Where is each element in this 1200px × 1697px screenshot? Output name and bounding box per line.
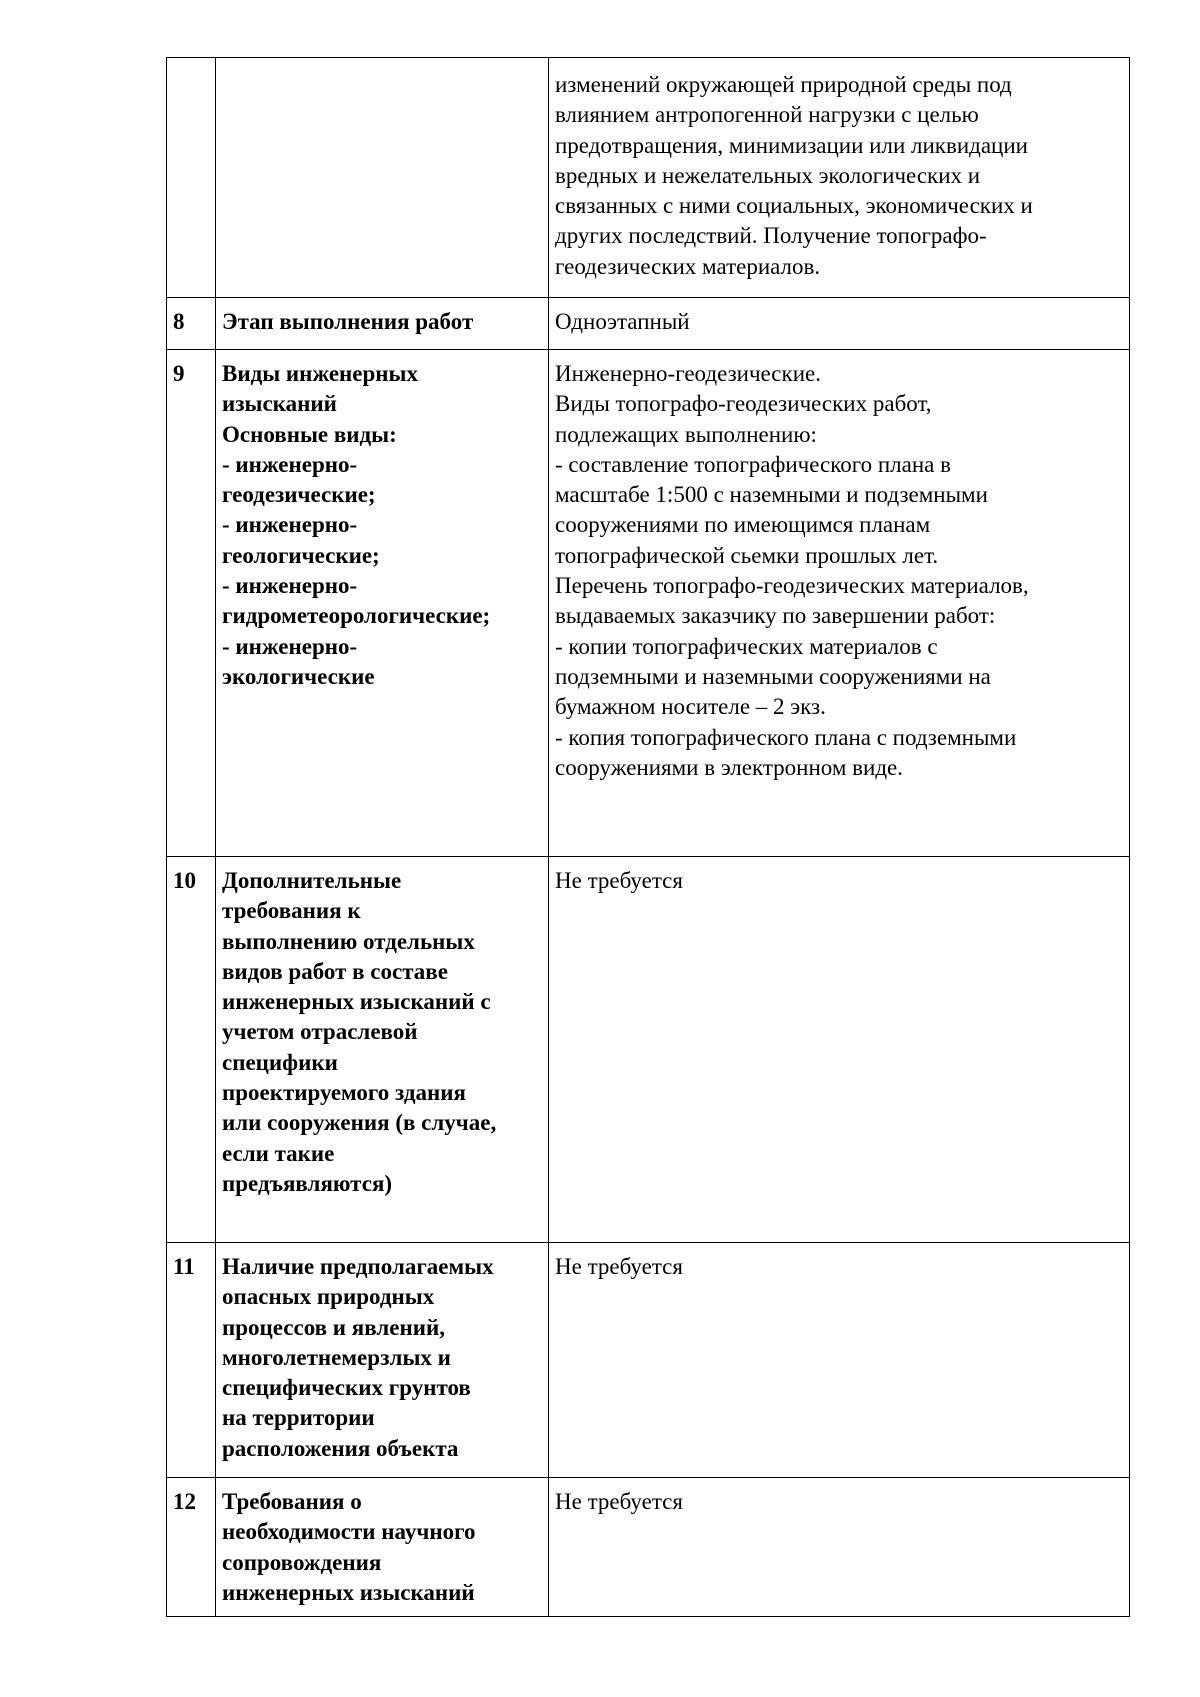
parameter-line: сопровождения	[222, 1549, 382, 1575]
value-line: вредных и нежелательных экологических и	[555, 162, 981, 188]
parameter-line: Требования о	[222, 1489, 362, 1514]
value-line: сооружениями по имеющимся планам	[555, 512, 931, 538]
row-value-cell	[549, 298, 1130, 350]
parameter-line: расположения объекта	[222, 1435, 459, 1461]
parameter-line: гидрометеорологические;	[222, 603, 491, 629]
parameter-line: на территории	[222, 1405, 375, 1431]
value-line: предотвращения, минимизации или ликвидации	[555, 132, 1028, 158]
parameter-line: - инженерно-	[222, 573, 358, 599]
parameter-line: предъявляются)	[222, 1170, 393, 1196]
value-line: Не требуется	[555, 868, 683, 893]
parameter-line: выполнению отдельных	[222, 928, 475, 954]
parameter-line: инженерных изысканий	[222, 1579, 475, 1605]
value-line: сооружениями в электронном виде.	[555, 754, 903, 780]
parameter-line: Этап выполнения работ	[222, 309, 474, 334]
value-line: подлежащих выполнению:	[555, 421, 817, 447]
row-parameter-cell	[216, 1243, 549, 1478]
row-value-cell	[549, 1243, 1130, 1478]
parameter-line: специфики	[222, 1049, 338, 1075]
parameter-line: видов работ в составе	[222, 958, 448, 984]
parameter-line: Основные виды:	[222, 421, 397, 447]
table-row-9	[167, 350, 1130, 857]
parameter-line: необходимости научного	[222, 1519, 476, 1545]
table-row-10	[167, 857, 1130, 1243]
row-number-cell: 9	[167, 350, 216, 857]
row-parameter-cell	[216, 857, 549, 1243]
row-parameter-cell	[216, 58, 549, 298]
value-line: - копии топографических материалов с	[555, 633, 938, 659]
parameter-line: многолетнемерзлых и	[222, 1344, 451, 1370]
value-line: геодезических материалов.	[555, 253, 821, 279]
parameter-line: инженерных изысканий с	[222, 989, 491, 1015]
parameter-line: экологические	[222, 663, 375, 689]
row-parameter-cell	[216, 350, 549, 857]
value-line: других последствий. Получение топографо-	[555, 223, 987, 249]
table-row-8	[167, 298, 1130, 350]
value-line: влиянием антропогенной нагрузки с целью	[555, 102, 979, 128]
value-line: изменений окружающей природной среды под	[555, 72, 1012, 97]
value-line: Не требуется	[555, 1254, 683, 1279]
value-line: выдаваемых заказчику по завершении работ:	[555, 603, 996, 629]
parameter-line: - инженерно-	[222, 451, 358, 477]
parameter-line: Виды инженерных	[222, 361, 418, 386]
value-line: Виды топографо-геодезических работ,	[555, 391, 932, 417]
value-line: Не требуется	[555, 1489, 683, 1514]
value-line: Инженерно-геодезические.	[555, 361, 821, 386]
parameter-line: процессов и явлений,	[222, 1314, 445, 1340]
row-value-cell	[549, 350, 1130, 857]
row-number-cell: 8	[167, 298, 216, 350]
parameter-line: геодезические;	[222, 482, 376, 508]
row-number-cell: 12	[167, 1478, 216, 1617]
row-value-cell	[549, 1478, 1130, 1617]
table-row-11	[167, 1243, 1130, 1478]
value-line: Перечень топографо-геодезических материалов,	[555, 573, 1029, 599]
parameter-line: изысканий	[222, 391, 337, 417]
row-value-cell	[549, 58, 1130, 298]
table-row-continuation	[167, 58, 1130, 298]
row-parameter-cell	[216, 1478, 549, 1617]
value-line: топографической сьемки прошлых лет.	[555, 542, 939, 568]
value-line: - копия топографического плана с подземными	[555, 724, 1017, 750]
row-number-cell: 11	[167, 1243, 216, 1478]
parameter-line: - инженерно-	[222, 633, 358, 659]
parameter-line: проектируемого здания	[222, 1080, 466, 1106]
parameter-line: геологические;	[222, 542, 380, 568]
parameter-line: учетом отраслевой	[222, 1019, 418, 1045]
value-line: масштабе 1:500 с наземными и подземными	[555, 482, 988, 508]
requirements-table-body	[167, 58, 1130, 1617]
parameter-line: Наличие предполагаемых	[222, 1254, 494, 1279]
value-line: связанных с ними социальных, экономических и	[555, 193, 1033, 219]
value-line: Одноэтапный	[555, 309, 690, 334]
parameter-line: - инженерно-	[222, 512, 358, 538]
value-line: подземными и наземными сооружениями на	[555, 663, 991, 689]
parameter-line: или сооружения (в случае,	[222, 1110, 497, 1136]
parameter-line: специфических грунтов	[222, 1375, 471, 1401]
parameter-line: если такие	[222, 1140, 335, 1166]
row-value-cell	[549, 857, 1130, 1243]
parameter-line: опасных природных	[222, 1284, 435, 1310]
row-number-cell: 10	[167, 857, 216, 1243]
row-number-cell	[167, 58, 216, 298]
table-row-12	[167, 1478, 1130, 1617]
parameter-line: требования к	[222, 898, 361, 924]
row-parameter-cell	[216, 298, 549, 350]
parameter-line: Дополнительные	[222, 868, 402, 893]
value-line: - составление топографического плана в	[555, 451, 951, 477]
requirements-table	[166, 57, 1130, 1617]
value-line: бумажном носителе – 2 экз.	[555, 694, 826, 720]
